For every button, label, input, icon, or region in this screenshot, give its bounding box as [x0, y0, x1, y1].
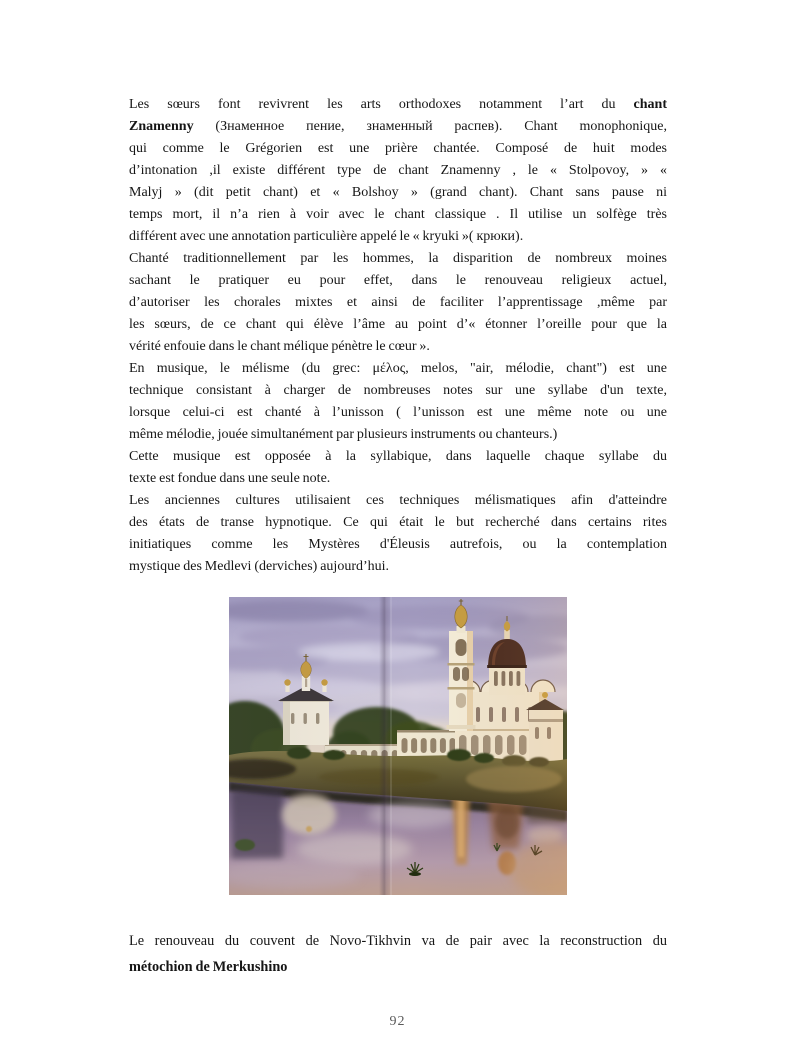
- text-line: [129, 292, 667, 314]
- text-line: [129, 556, 667, 578]
- text: les sœurs, de ce chant qui élève l’âme au point d’« étonner l’oreille pour que la: [129, 317, 667, 332]
- text-line: [129, 160, 667, 182]
- text: temps mort, il n’a rien à voir avec le chant classique . Il utilise un solfège très: [129, 207, 667, 222]
- text-line: [129, 490, 667, 512]
- text: Les anciennes cultures utilisaient ces techniques mélismatiques afin d'atteindre: [129, 493, 667, 508]
- text: Chanté traditionnellement par les hommes, la disparition de nombreux moines: [129, 251, 667, 266]
- text-line: [129, 534, 667, 556]
- closing-text: [129, 928, 667, 980]
- text-line: [129, 446, 667, 468]
- text-line: [129, 116, 667, 138]
- text-line: [129, 138, 667, 160]
- text: qui comme le Grégorien est une prière chantée. Composé de huit modes: [129, 141, 667, 156]
- bold-text: Znamenny: [129, 119, 194, 134]
- text-line: [129, 204, 667, 226]
- text-line: [129, 248, 667, 270]
- paragraph: [129, 928, 667, 980]
- text: vérité enfouie dans le chant mélique pénètre le cœur ».: [129, 339, 430, 354]
- text: d’autoriser les chorales mixtes et ainsi de faciliter l’apprentissage ,même par: [129, 295, 667, 310]
- text: lorsque celui-ci est chanté à l’unisson ( l’unisson est une même note ou une: [129, 405, 667, 420]
- paragraph: [129, 490, 667, 578]
- text-line: [129, 468, 667, 490]
- text-line: [129, 928, 667, 954]
- tone-overlay: [229, 597, 567, 895]
- text: Cette musique est opposée à la syllabique, dans laquelle chaque syllabe du: [129, 449, 667, 464]
- text-line: [129, 402, 667, 424]
- monastery-photo: [229, 597, 567, 895]
- text-line: [129, 182, 667, 204]
- text: En musique, le mélisme (du grec: μέλος, melos, "air, mélodie, chant") est une: [129, 361, 667, 376]
- paragraph: [129, 248, 667, 358]
- text-line: [129, 94, 667, 116]
- bold-text: chant: [633, 97, 667, 112]
- text-line: [129, 512, 667, 534]
- text: Malyj » (dit petit chant) et « Bolshoy » (grand chant). Chant sans pause ni: [129, 185, 667, 200]
- text-line: [129, 954, 667, 980]
- paragraph: [129, 94, 667, 248]
- text-line: [129, 358, 667, 380]
- text: texte est fondue dans une seule note.: [129, 471, 331, 486]
- paragraph: [129, 446, 667, 490]
- text: Les sœurs font revivrent les arts orthodoxes notamment l’art du: [129, 97, 634, 112]
- paragraph: [129, 358, 667, 446]
- body-text: [129, 94, 667, 578]
- text: différent avec une annotation particulière appelé le « kryuki »( крюки).: [129, 229, 524, 244]
- text: mystique des Medlevi (derviches) aujourd’hui.: [129, 559, 390, 574]
- page-number: 92: [389, 1014, 406, 1029]
- text: Le renouveau du couvent de Novo-Tikhvin va de pair avec la reconstruction du: [129, 933, 667, 949]
- bold-text: métochion de Merkushino: [129, 959, 288, 975]
- text: même mélodie, jouée simultanément par plusieurs instruments ou chanteurs.): [129, 427, 558, 442]
- text-line: [129, 270, 667, 292]
- text-line: [129, 226, 667, 248]
- text-line: [129, 314, 667, 336]
- text: technique consistant à charger de nombreuses notes sur une syllabe d'un texte,: [129, 383, 667, 398]
- text-line: [129, 424, 667, 446]
- text: (Знаменное пение, знаменный распев). Chant monophonique,: [193, 119, 667, 134]
- text: sachant le pratiquer eu pour effet, dans le renouveau religieux actuel,: [129, 273, 667, 288]
- text: des états de transe hypnotique. Ce qui était le but recherché dans certains rites: [129, 515, 667, 530]
- text: initiatiques comme les Mystères d'Éleusis autrefois, ou la contemplation: [129, 537, 667, 552]
- text: d’intonation ,il existe différent type de chant Znamenny , le « Stolpovoy, » «: [129, 163, 667, 178]
- text-line: [129, 336, 667, 358]
- text-line: [129, 380, 667, 402]
- monastery-photo-figure: [229, 597, 567, 895]
